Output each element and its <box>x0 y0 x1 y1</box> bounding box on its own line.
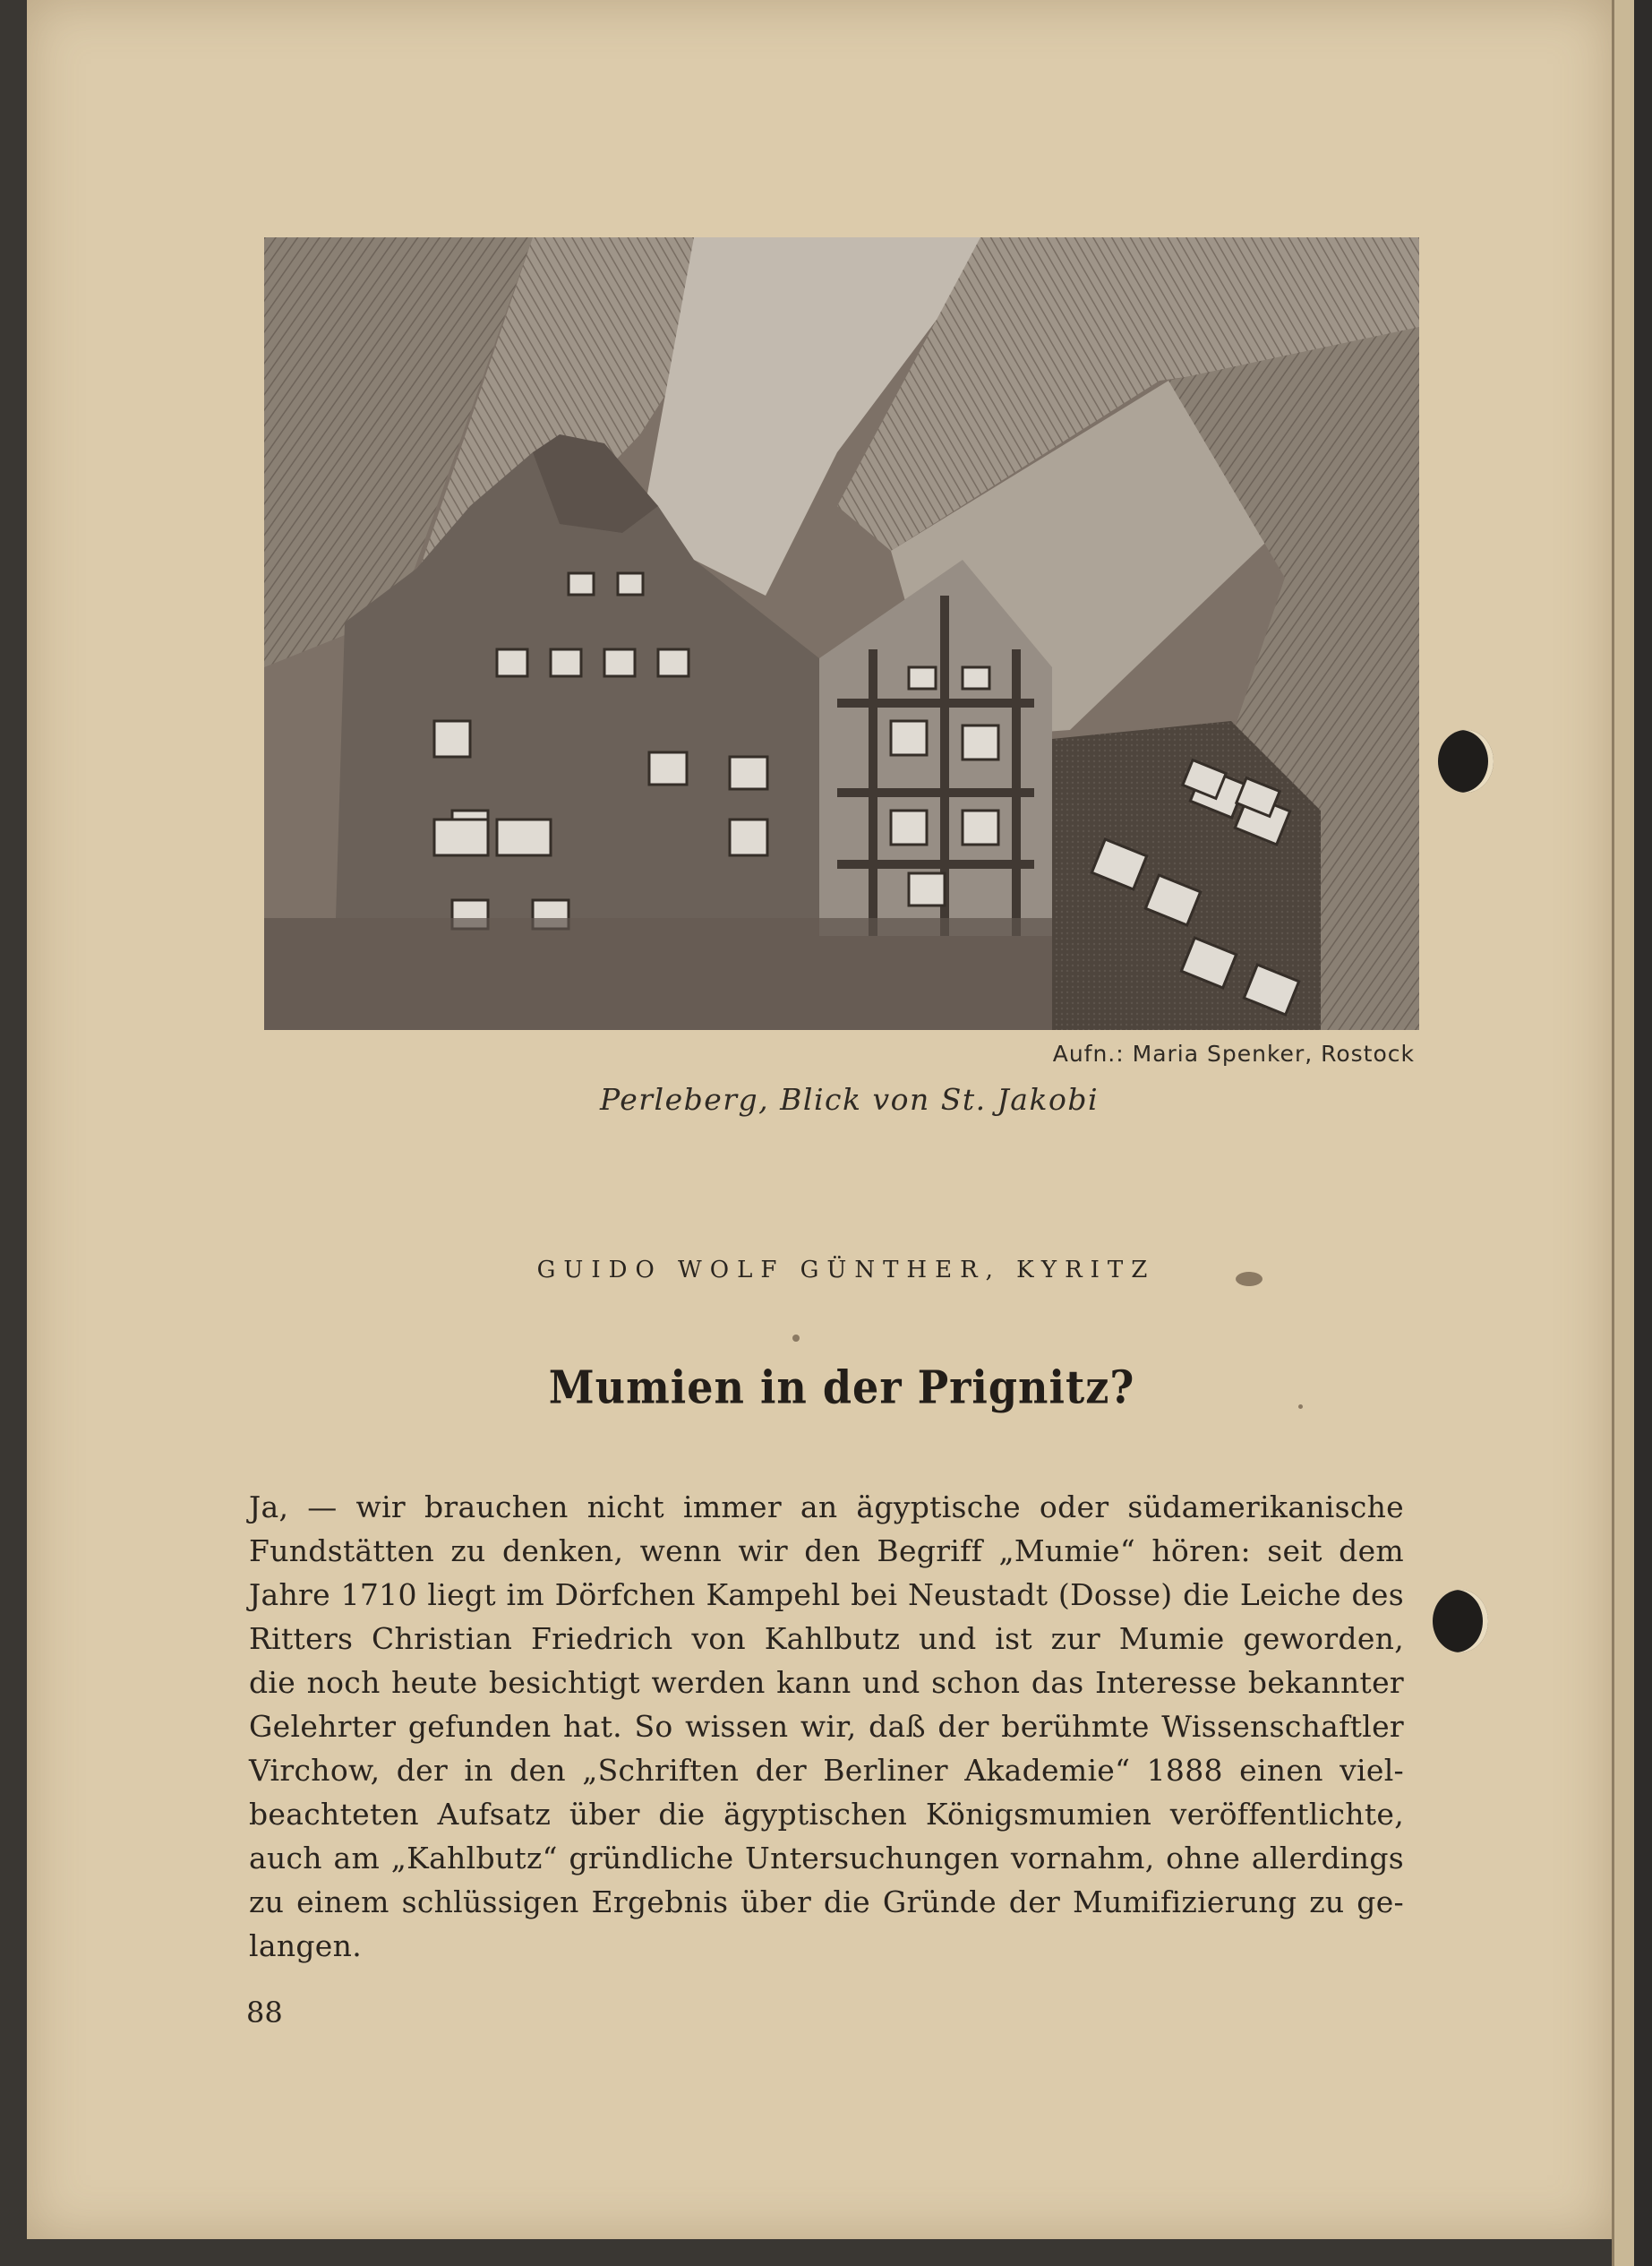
body-line: Ja, — wir brauchen nicht immer an ägyptische oder südamerikanische <box>249 1489 1404 1524</box>
body-line: Ritters Christian Friedrich von Kahlbutz und ist zur Mumie geworden, <box>249 1621 1404 1656</box>
town-photo <box>264 237 1419 1030</box>
body-line: zu einem schlüssigen Ergebnis über die Gründe der Mumifizierung zu ge- <box>249 1884 1404 1919</box>
page-number: 88 <box>246 1996 283 2030</box>
body-line: Jahre 1710 liegt im Dörfchen Kampehl bei Neustadt (Dosse) die Leiche des <box>249 1577 1404 1612</box>
article-title: Mumien in der Prignitz? <box>548 1360 1135 1414</box>
article-body <box>249 1485 1404 1968</box>
paper-speck <box>1236 1272 1263 1286</box>
page-edge <box>1612 0 1637 2266</box>
article-author: GUIDO WOLF GÜNTHER, KYRITZ <box>536 1257 1156 1283</box>
punch-hole-bottom <box>1433 1590 1488 1652</box>
photo-credit: Aufn.: Maria Spenker, Rostock <box>1052 1041 1415 1067</box>
body-line: langen. <box>249 1928 362 1963</box>
paper-speck <box>792 1335 800 1342</box>
paper-speck <box>1298 1404 1303 1409</box>
body-line: die noch heute besichtigt werden kann und schon das Interesse bekannter <box>249 1665 1404 1700</box>
body-line: Virchow, der in den „Schriften der Berliner Akademie“ 1888 einen viel- <box>249 1753 1404 1788</box>
punch-hole-top <box>1438 730 1494 793</box>
photo-caption: Perleberg, Blick von St. Jakobi <box>600 1082 1100 1117</box>
body-line: auch am „Kahlbutz“ gründliche Untersuchungen vornahm, ohne allerdings <box>249 1841 1404 1875</box>
photo-illustration <box>264 237 1419 1030</box>
body-line: Gelehrter gefunden hat. So wissen wir, daß der berühmte Wissenschaftler <box>249 1709 1404 1744</box>
body-line: Fundstätten zu denken, wenn wir den Begriff „Mumie“ hören: seit dem <box>249 1533 1404 1568</box>
body-line: beachteten Aufsatz über die ägyptischen Königsmumien veröffentlichte, <box>249 1797 1404 1832</box>
book-binding <box>1634 0 1652 2266</box>
